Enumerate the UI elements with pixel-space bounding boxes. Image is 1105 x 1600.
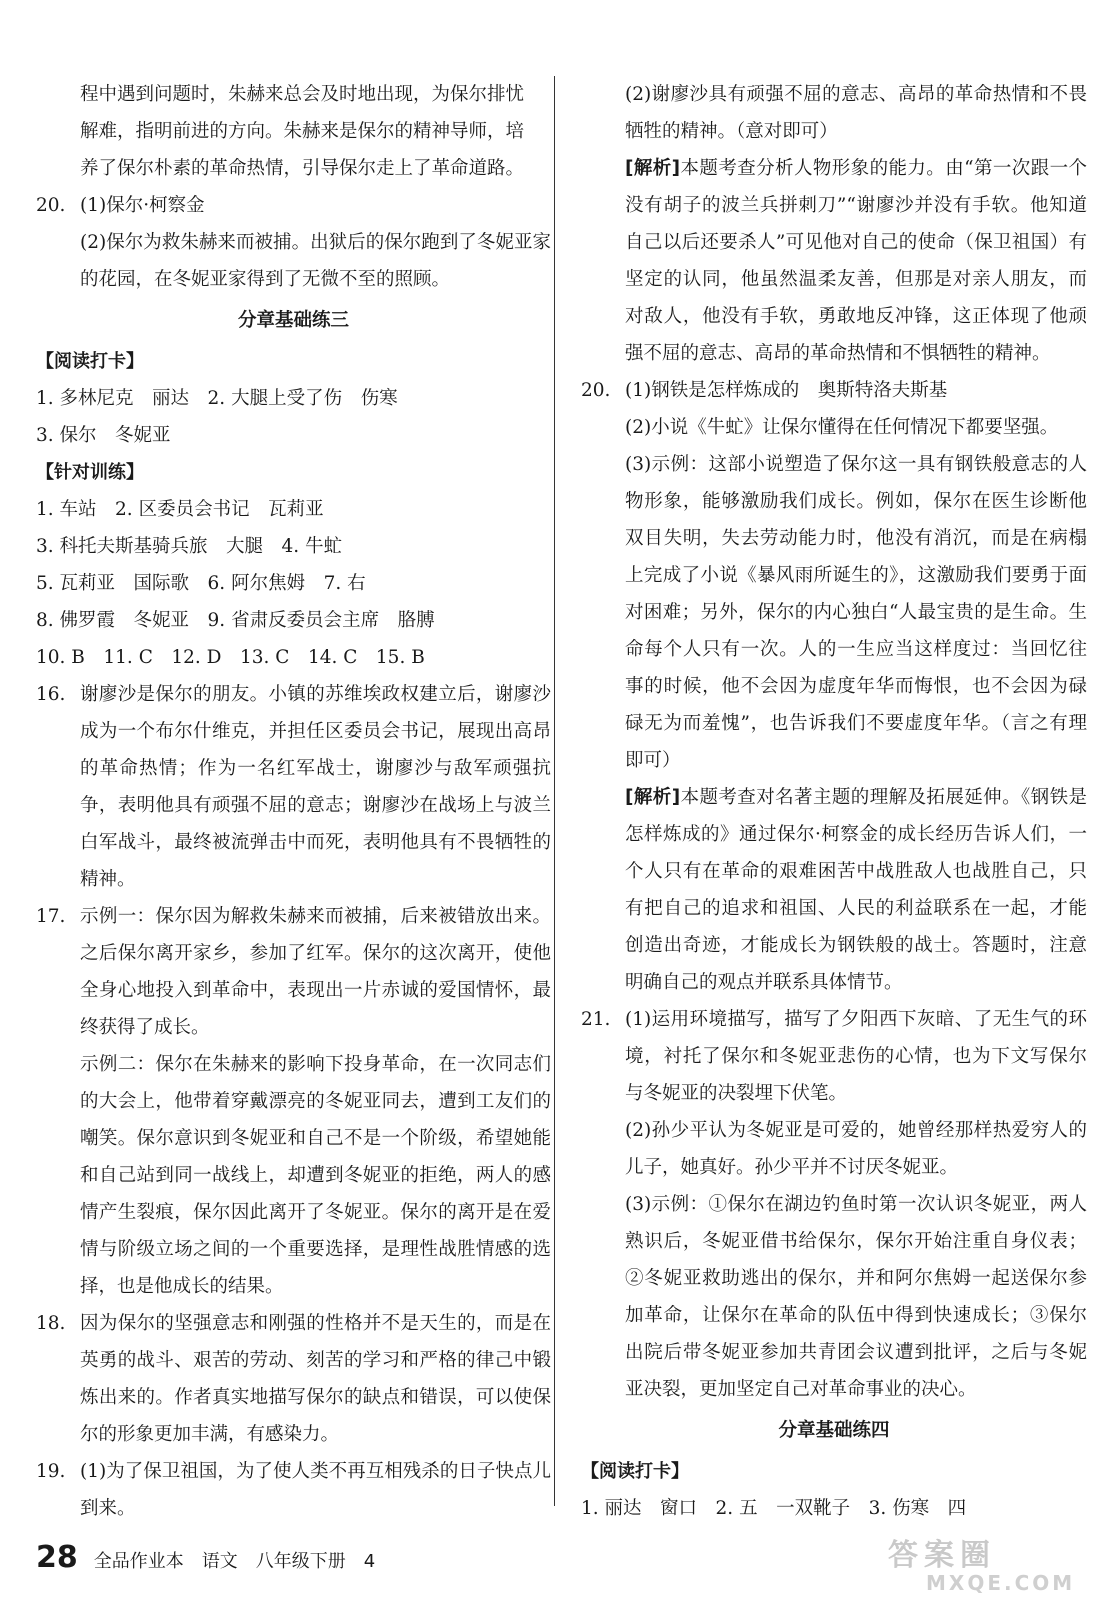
question-number: 20.	[581, 380, 611, 401]
training-answer: 10. B 11. C 12. D 13. C 14. C 15. B	[36, 647, 425, 668]
column-divider	[554, 76, 555, 1506]
question-number: 19.	[36, 1461, 66, 1482]
answer-part: (2)保尔为救朱赫来而被捕。出狱后的保尔跑到了冬妮亚家的花园，在冬妮亚家得到了无微不至的照顾。	[80, 232, 551, 290]
answer-part: (1)保尔·柯察金	[80, 195, 205, 216]
section-label-reading: 【阅读打卡】	[36, 351, 144, 372]
training-answer: 5. 瓦莉亚 国际歌 6. 阿尔焦姆 7. 右	[36, 573, 366, 594]
text-line: 养了保尔朴素的革命热情，引导保尔走上了革命道路。	[80, 158, 525, 179]
answer-text: 谢廖沙是保尔的朋友。小镇的苏维埃政权建立后，谢廖沙成为一个布尔什维克，并担任区委员会书记，展现出高昂的革命热情；作为一名红军战士，谢廖沙与敌军顽强抗争，表明他具有顽强不屈的意志；谢廖沙在战场上与波兰白军战斗，最终被流弹击中而死，表明他具有不畏牺牲的精神。	[80, 684, 551, 890]
question-17	[36, 898, 551, 1305]
answer-part: (3)示例：①保尔在湖边钓鱼时第一次认识冬妮亚，两人熟识后，冬妮亚借书给保尔，保尔开始注重自身仪表；②冬妮亚救助逃出的保尔，并和阿尔焦姆一起送保尔参加革命，让保尔在革命的队伍中得到快速成长；③保尔出院后带冬妮亚参加共青团会议遭到批评，之后与冬妮亚决裂，更加坚定自己对革命事业的决心。	[625, 1194, 1087, 1400]
analysis-tag: [解析]	[625, 158, 681, 179]
analysis-block	[625, 150, 1087, 372]
reading-answer: 1. 丽达 窗口 2. 五 一双靴子 3. 伤寒 四	[581, 1498, 967, 1519]
page-number: 28	[36, 1540, 78, 1575]
section-label-training: 【针对训练】	[36, 462, 144, 483]
section-heading: 分章基础练四	[778, 1420, 890, 1441]
text-line: 解难，指明前进的方向。朱赫来是保尔的精神导师，培	[80, 121, 525, 142]
analysis-tag: [解析]	[625, 787, 681, 808]
analysis-block	[625, 779, 1087, 1001]
section-label-reading: 【阅读打卡】	[581, 1461, 689, 1482]
book-title: 全品作业本 语文 八年级下册 4	[93, 1551, 376, 1572]
question-number: 17.	[36, 906, 66, 927]
answer-part: (2)孙少平认为冬妮亚是可爱的，她曾经那样热爱穷人的儿子，她真好。孙少平并不讨厌冬妮亚。	[625, 1120, 1087, 1178]
answer-example: 示例一：保尔因为解救朱赫来而被捕，后来被错放出来。之后保尔离开家乡，参加了红军。保尔的这次离开，使他全身心地投入到革命中，表现出一片赤诚的爱国情怀，最终获得了成长。	[80, 906, 551, 1038]
watermark-url: MXQE.COM	[926, 1571, 1076, 1595]
answer-text: (1)为了保卫祖国，为了使人类不再互相残杀的日子快点儿到来。	[80, 1461, 551, 1519]
answer-part: (3)示例：这部小说塑造了保尔这一具有钢铁般意志的人物形象，能够激励我们成长。例如，保尔在医生诊断他双目失明，失去劳动能力时，他没有消沉，而是在病榻上完成了小说《暴风雨所诞生的》，这激励我们要勇于面对困难；另外，保尔的内心独白“人最宝贵的是生命。生命每个人只有一次。人的一生应当这样度过：当回忆往事的时候，他不会因为虚度年华而悔恨，也不会因为碌碌无为而羞愧”，也告诉我们不要虚度年华。（言之有理即可）	[625, 454, 1087, 771]
question-number: 21.	[581, 1009, 611, 1030]
training-answer: 8. 佛罗霞 冬妮亚 9. 省肃反委员会主席 胳膊	[36, 610, 435, 631]
answer-part: (1)钢铁是怎样炼成的 奥斯特洛夫斯基	[625, 380, 948, 401]
question-number: 16.	[36, 684, 66, 705]
text-line: 程中遇到问题时，朱赫来总会及时地出现，为保尔排忧	[80, 84, 525, 105]
right-column	[581, 76, 1087, 1527]
continued-answer	[36, 76, 551, 187]
watermark-logo	[888, 1540, 1093, 1596]
page-footer	[36, 1540, 375, 1575]
training-answer: 3. 科托夫斯基骑兵旅 大腿 4. 牛虻	[36, 536, 343, 557]
question-18	[36, 1305, 551, 1453]
reading-answer: 3. 保尔 冬妮亚	[36, 425, 171, 446]
question-20-right	[581, 372, 1087, 1001]
answer-part: (2)谢廖沙具有顽强不屈的意志、高昂的革命热情和不畏牺牲的精神。（意对即可）	[625, 84, 1087, 142]
question-16	[36, 676, 551, 898]
answer-part: (2)小说《牛虻》让保尔懂得在任何情况下都要坚强。	[625, 417, 1059, 438]
left-column	[36, 76, 551, 1527]
question-21	[581, 1001, 1087, 1408]
reading-answer: 1. 多林尼克 丽达 2. 大腿上受了伤 伤寒	[36, 388, 398, 409]
question-20	[36, 187, 551, 298]
watermark-text: 答案圈	[888, 1538, 996, 1573]
training-answer: 1. 车站 2. 区委员会书记 瓦莉亚	[36, 499, 324, 520]
question-number: 18.	[36, 1313, 66, 1334]
question-19	[36, 1453, 551, 1527]
section-heading: 分章基础练三	[237, 310, 349, 331]
answer-text: 因为保尔的坚强意志和刚强的性格并不是天生的，而是在英勇的战斗、艰苦的劳动、刻苦的学习和严格的律己中锻炼出来的。作者真实地描写保尔的缺点和错误，可以使保尔的形象更加丰满，有感染力。	[80, 1313, 551, 1445]
analysis-text: 本题考查分析人物形象的能力。由“第一次跟一个没有胡子的波兰兵拼刺刀”“谢廖沙并没有手软。他知道自己以后还要杀人”可见他对自己的使命（保卫祖国）有坚定的认同，他虽然温柔友善，但那是对亲人朋友，而对敌人，他没有手软，勇敢地反冲锋，这正体现了他顽强不屈的意志、高昂的革命热情和不惧牺牲的精神。	[625, 158, 1087, 364]
question-number: 20.	[36, 195, 66, 216]
answer-part: (1)运用环境描写，描写了夕阳西下灰暗、了无生气的环境，衬托了保尔和冬妮亚悲伤的心情，也为下文写保尔与冬妮亚的决裂埋下伏笔。	[625, 1009, 1087, 1104]
analysis-text: 本题考查对名著主题的理解及拓展延伸。《钢铁是怎样炼成的》通过保尔·柯察金的成长经历告诉人们，一个人只有在革命的艰难困苦中战胜敌人也战胜自己，只有把自己的追求和祖国、人民的利益联系在一起，才能创造出奇迹，才能成长为钢铁般的战士。答题时，注意明确自己的观点并联系具体情节。	[625, 787, 1087, 993]
answer-example: 示例二：保尔在朱赫来的影响下投身革命，在一次同志们的大会上，他带着穿戴漂亮的冬妮亚同去，遭到工友们的嘲笑。保尔意识到冬妮亚和自己不是一个阶级，希望她能和自己站到同一战线上，却遭到冬妮亚的拒绝，两人的感情产生裂痕，保尔因此离开了冬妮亚。保尔的离开是在爱情与阶级立场之间的一个重要选择，是理性战胜情感的选择，也是他成长的结果。	[80, 1054, 551, 1297]
